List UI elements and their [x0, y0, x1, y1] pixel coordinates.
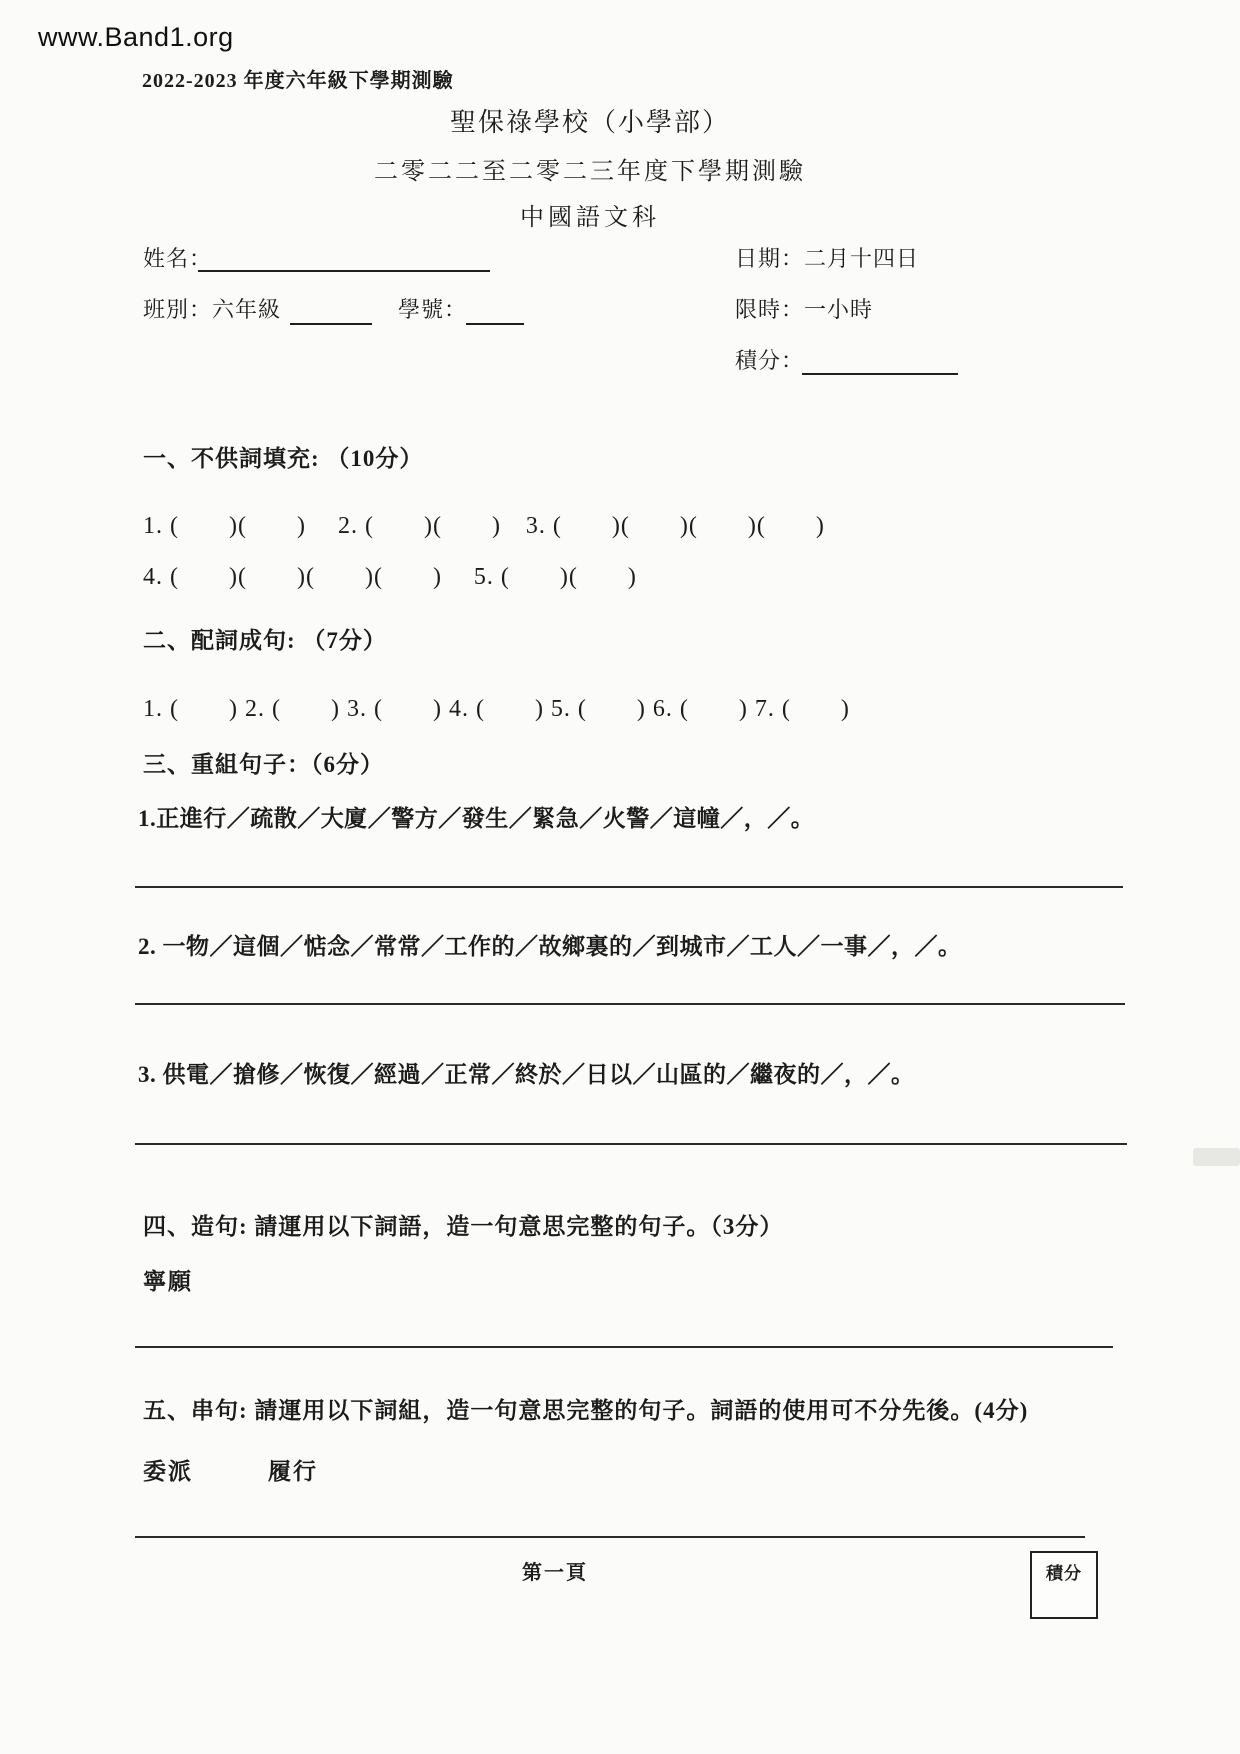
answer-line-1: [135, 858, 1123, 888]
time-limit-label: 限時：一小時: [735, 297, 874, 322]
score-box-label: 積分: [1046, 1564, 1082, 1583]
section2-row: 1. ( ) 2. ( ) 3. ( ) 4. ( ) 5. ( ) 6. ( ) 7. ( ): [143, 696, 850, 722]
scan-smudge: [1193, 1148, 1240, 1166]
score-label: 積分：: [735, 348, 805, 373]
name-blank: [198, 240, 490, 272]
score-box: [1030, 1551, 1098, 1619]
class-blank: [290, 292, 372, 325]
answer-line-5: [135, 1508, 1085, 1538]
subject-title: 中國語文科: [520, 205, 660, 231]
exam-note: 2022-2023 年度六年級下學期測驗: [142, 70, 454, 92]
section4-word: 寧願: [143, 1269, 193, 1294]
section2-heading: 二、配詞成句: （7分）: [143, 628, 387, 653]
class-label: 班別：六年級: [143, 297, 282, 322]
section1-heading: 一、不供詞填充: （10分）: [143, 446, 424, 471]
section1-row1: 1. ( )( ) 2. ( )( ) 3. ( )( )( )( ): [143, 513, 825, 539]
section4-heading: 四、造句: 請運用以下詞語，造一句意思完整的句子。（3分）: [143, 1214, 784, 1239]
section3-item1: 1.正進行／疏散／大廈／警方／發生／緊急／火警／這幢／，／。: [138, 806, 815, 831]
term-title: 二零二二至二零二三年度下學期測驗: [374, 159, 806, 185]
score-blank: [802, 342, 958, 375]
page-number: 第一頁: [522, 1562, 588, 1584]
section3-item2: 2. 一物／這個／惦念／常常／工作的／故鄉裏的／到城市／工人／一事／，／。: [138, 934, 962, 959]
section5-words: 委派 履行: [143, 1459, 318, 1484]
section3-item3: 3. 供電／搶修／恢復／經過／正常／終於／日以／山區的／繼夜的／，／。: [138, 1062, 915, 1087]
section1-row2: 4. ( )( )( )( ) 5. ( )( ): [143, 564, 637, 590]
watermark: www.Band1.org: [38, 22, 234, 52]
answer-line-3: [135, 1115, 1127, 1145]
answer-line-2: [135, 975, 1125, 1005]
section5-heading: 五、串句: 請運用以下詞組，造一句意思完整的句子。詞語的使用可不分先後。(4分): [143, 1398, 1029, 1423]
answer-line-4: [135, 1318, 1113, 1348]
name-label: 姓名：: [143, 246, 213, 271]
school-title: 聖保祿學校（小學部）: [449, 108, 730, 137]
date-label: 日期：二月十四日: [735, 246, 920, 271]
section3-heading: 三、重組句子：（6分）: [143, 752, 384, 777]
student-no-blank: [466, 292, 524, 325]
student-no-label: 學號：: [398, 297, 468, 322]
